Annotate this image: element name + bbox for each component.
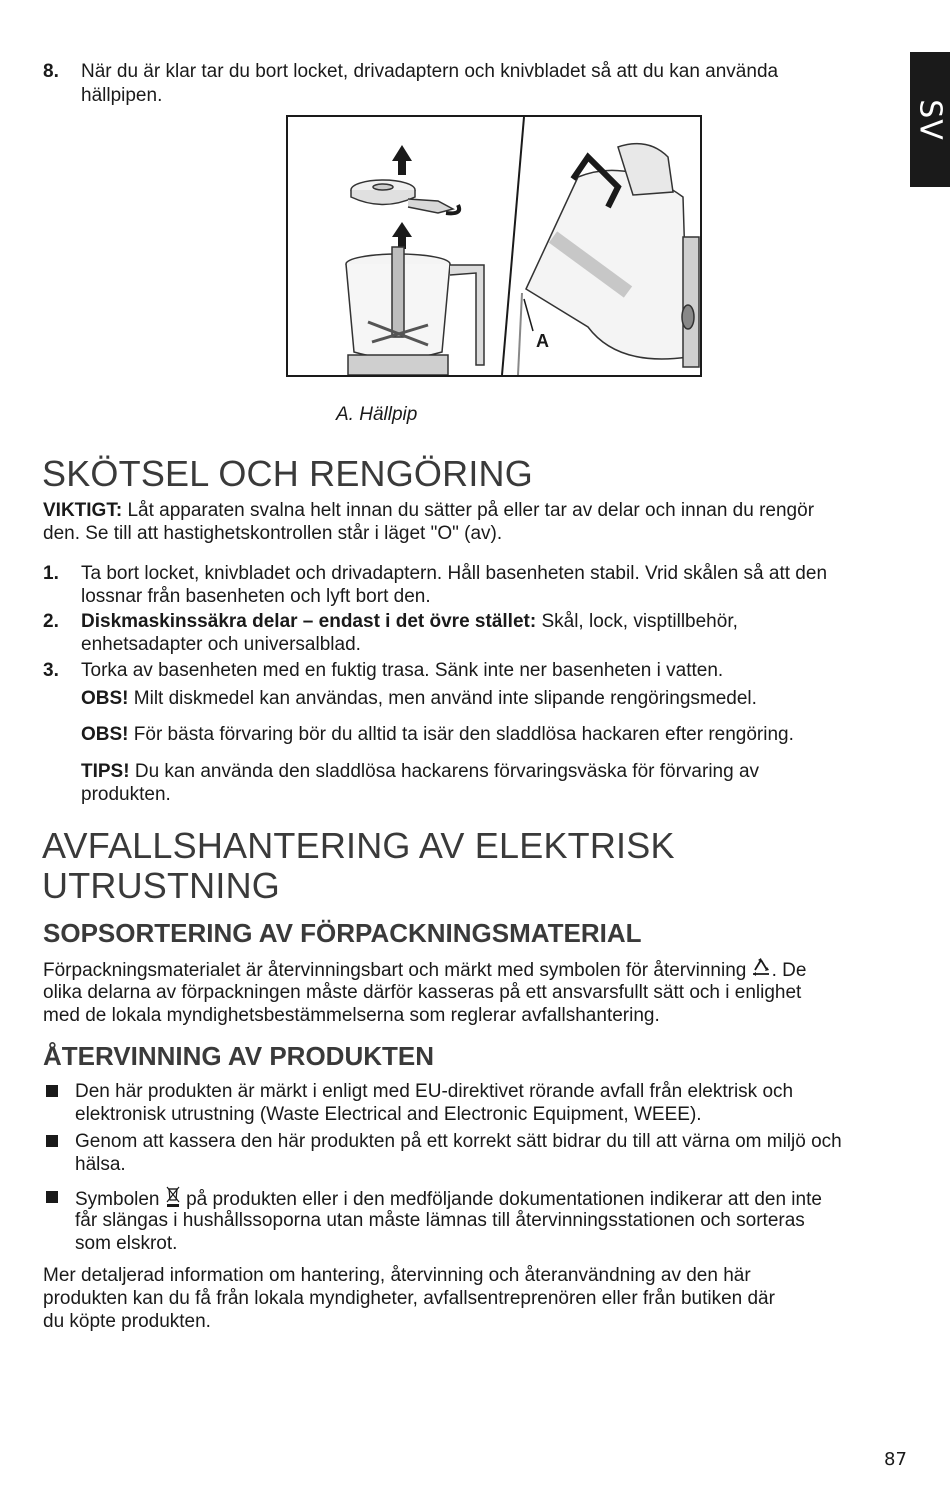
tip-line2: produkten.	[81, 784, 171, 805]
bullet-1-line1: Den här produkten är märkt i enligt med EU-direktivet rörande avfall från elektrisk och	[75, 1081, 794, 1102]
packaging-line2: olika delarna av förpackningen måste därför kasseras på ett ansvarsfullt sätt och i enlighet	[43, 982, 802, 1003]
care-item-1-number: 1.	[43, 563, 59, 584]
subtitle-packaging: SOPSORTERING AV FÖRPACKNINGSMATERIAL	[43, 918, 642, 948]
lift-arrow-bottom-icon	[392, 222, 412, 249]
step-8-text-line2: hällpipen.	[81, 85, 163, 106]
step-8-text-line1: När du är klar tar du bort locket, drivadaptern och knivbladet så att du kan använda	[81, 61, 779, 82]
bullet-3-marker	[46, 1191, 58, 1203]
care-item-2-line2: enhetsadapter och universalblad.	[81, 634, 361, 655]
important-line2: den. Se till att hastighetskontrollen står i läget "O" (av).	[43, 523, 503, 544]
tip-label: TIPS!	[81, 761, 130, 782]
section-title-disposal-line1: AVFALLSHANTERING AV ELEKTRISK	[42, 825, 675, 866]
weee-bin-icon	[165, 1186, 181, 1208]
note-1-label: OBS!	[81, 688, 129, 709]
bullet-3-text-b: på produkten eller i den medföljande dokumentationen indikerar att den inte	[186, 1189, 822, 1210]
care-item-2-bold: Diskmaskinssäkra delar – endast i det övre stället:	[81, 611, 537, 632]
language-tab-label: SV	[912, 98, 948, 141]
important-line1	[43, 499, 814, 522]
care-item-3-number: 3.	[43, 660, 59, 681]
care-item-3-line1: Torka av basenheten med en fuktig trasa. Sänk inte ner basenheten i vatten.	[81, 660, 724, 681]
note-2	[81, 723, 794, 746]
care-item-1-line2: lossnar från basenheten och lyft bort den.	[81, 586, 431, 607]
bullet-3-line2: får slängas i hushållssoporna utan måste lämnas till återvinningsstationen och sorteras	[75, 1210, 805, 1231]
bullet-2-line2: hälsa.	[75, 1154, 126, 1175]
lid-illustration	[351, 180, 459, 213]
bullet-2-line1: Genom att kassera den här produkten på ett korrekt sätt bidrar du till att värna om miljö och	[75, 1131, 842, 1152]
page-number: 87	[884, 1449, 907, 1470]
pour-spout-illustration	[286, 115, 702, 377]
bullet-3-text-a: Symbolen	[75, 1189, 160, 1210]
bullet-3-line1	[75, 1186, 822, 1211]
care-item-2-number: 2.	[43, 611, 59, 632]
packaging-line1-end: . De	[771, 960, 807, 981]
figure-caption: A. Hällpip	[336, 404, 418, 425]
language-tab	[910, 52, 950, 187]
section-title-disposal-line2: UTRUSTNING	[42, 865, 280, 906]
subtitle-recycling: ÅTERVINNING AV PRODUKTEN	[43, 1041, 434, 1071]
note-2-text: För bästa förvaring bör du alltid ta isär den sladdlösa hackaren efter rengöring.	[128, 724, 794, 745]
packaging-line1-text: Förpackningsmaterialet är återvinningsbart och märkt med symbolen för återvinning	[43, 960, 747, 981]
care-item-1-line1: Ta bort locket, knivbladet och drivadaptern. Håll basenheten stabil. Vrid skålen så att den	[81, 563, 828, 584]
tip-line1	[81, 760, 759, 783]
section-title-care: SKÖTSEL OCH RENGÖRING	[42, 453, 533, 494]
bullet-1-line2: elektronisk utrustning (Waste Electrical and Electronic Equipment, WEEE).	[75, 1104, 702, 1125]
recycle-icon	[750, 958, 772, 978]
bowl-illustration	[346, 247, 484, 375]
care-item-2-line1	[81, 610, 738, 633]
more-info-line3: du köpte produkten.	[43, 1311, 211, 1332]
packaging-line3: med de lokala myndighetsbestämmelserna som reglerar avfallshantering.	[43, 1005, 660, 1026]
bullet-1-marker	[46, 1085, 58, 1097]
step-8-number: 8.	[43, 61, 59, 82]
figure-label-a: A	[536, 331, 549, 351]
tip-text1: Du kan använda den sladdlösa hackarens förvaringsväska för förvaring av	[129, 761, 760, 782]
care-item-2-text: Skål, lock, visptillbehör,	[536, 611, 738, 632]
bullet-3-line3: som elskrot.	[75, 1233, 178, 1254]
note-1-text: Milt diskmedel kan användas, men använd inte slipande rengöringsmedel.	[128, 688, 757, 709]
note-2-label: OBS!	[81, 724, 129, 745]
more-info-line2: produkten kan du få från lokala myndigheter, avfallsentreprenören eller från butiken där	[43, 1288, 775, 1309]
more-info-line1: Mer detaljerad information om hantering, återvinning och återanvändning av den här	[43, 1265, 751, 1286]
important-label: VIKTIGT:	[43, 500, 123, 521]
note-1	[81, 687, 757, 710]
lift-arrow-top-icon	[392, 145, 412, 175]
important-text1: Låt apparaten svalna helt innan du sätter på eller tar av delar och innan du rengör	[122, 500, 815, 521]
bullet-2-marker	[46, 1135, 58, 1147]
packaging-line1	[43, 958, 806, 982]
